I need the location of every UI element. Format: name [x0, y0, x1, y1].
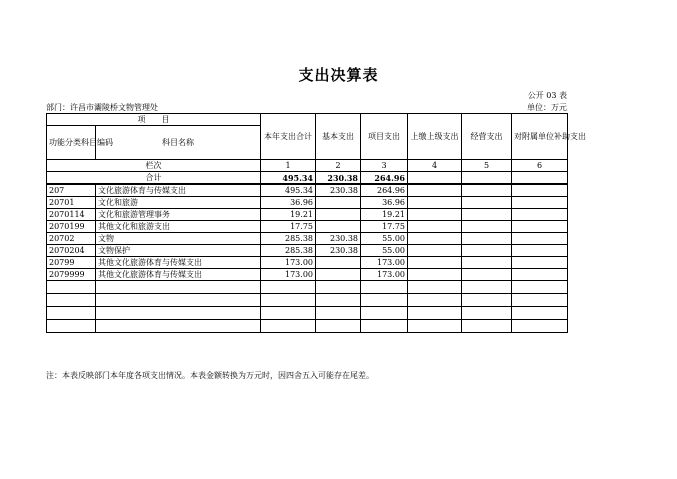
- value-cell: 55.00: [361, 245, 408, 257]
- code-cell: 20799: [47, 257, 96, 269]
- name-cell: 其他文化旅游体育与传媒支出: [96, 257, 261, 269]
- value-cell: [462, 209, 512, 221]
- value-cell: [408, 221, 462, 233]
- name-cell: 文物保护: [96, 245, 261, 257]
- index-cell: 2: [316, 160, 361, 172]
- value-cell: 19.21: [261, 209, 316, 221]
- table-row: [47, 245, 568, 257]
- empty-row: [47, 294, 568, 307]
- table-row: [47, 269, 568, 281]
- value-cell: 230.38: [316, 184, 361, 197]
- value-cell: [512, 209, 568, 221]
- value-cell: [316, 209, 361, 221]
- value-cell: 17.75: [261, 221, 316, 233]
- value-cell: [512, 197, 568, 209]
- value-cell: [316, 269, 361, 281]
- expenditure-table: [46, 113, 586, 333]
- value-cell: [408, 269, 462, 281]
- value-cell: 173.00: [361, 269, 408, 281]
- value-cell: [316, 197, 361, 209]
- table-row: [47, 197, 568, 209]
- index-cell: 1: [261, 160, 316, 172]
- value-cell: 173.00: [361, 257, 408, 269]
- report-title: 支出决算表: [298, 66, 379, 84]
- value-cell: [512, 245, 568, 257]
- code-cell: 20701: [47, 197, 96, 209]
- index-cell: 5: [462, 160, 512, 172]
- value-cell: 55.00: [361, 233, 408, 245]
- code-cell: 20702: [47, 233, 96, 245]
- header-upper: 上缴上级支出: [408, 114, 462, 160]
- value-cell: 17.75: [361, 221, 408, 233]
- name-cell: 文化旅游体育与传媒支出: [96, 184, 261, 197]
- header-basic: 基本支出: [316, 114, 361, 160]
- header-row-1: [47, 114, 568, 126]
- total-cell: 495.34: [261, 172, 316, 185]
- total-cell: [512, 172, 568, 185]
- index-cell: 3: [361, 160, 408, 172]
- index-cell: 6: [512, 160, 568, 172]
- value-cell: 495.34: [261, 184, 316, 197]
- table-row: [47, 233, 568, 245]
- form-number: 公开 03 表: [527, 91, 567, 100]
- value-cell: [462, 184, 512, 197]
- header-func-code: 功能分类科目编码: [47, 126, 96, 160]
- table-row: [47, 257, 568, 269]
- value-cell: [462, 257, 512, 269]
- header-project-exp: 项目支出: [361, 114, 408, 160]
- code-cell: 2070114: [47, 209, 96, 221]
- index-label: 栏次: [47, 160, 261, 172]
- value-cell: [408, 197, 462, 209]
- value-cell: 230.38: [316, 233, 361, 245]
- value-cell: [512, 233, 568, 245]
- value-cell: 36.96: [361, 197, 408, 209]
- code-cell: 2070199: [47, 221, 96, 233]
- code-cell: 207: [47, 184, 96, 197]
- header-operate: 经营支出: [462, 114, 512, 160]
- code-cell: 2070204: [47, 245, 96, 257]
- header-total: 本年支出合计: [261, 114, 316, 160]
- value-cell: [512, 269, 568, 281]
- header-project: 项 目: [47, 114, 261, 126]
- value-cell: 285.38: [261, 233, 316, 245]
- empty-row: [47, 320, 568, 333]
- value-cell: [316, 221, 361, 233]
- name-cell: 文物: [96, 233, 261, 245]
- total-cell: [462, 172, 512, 185]
- total-cell: [408, 172, 462, 185]
- value-cell: 19.21: [361, 209, 408, 221]
- value-cell: 264.96: [361, 184, 408, 197]
- value-cell: 285.38: [261, 245, 316, 257]
- unit-label: 单位：万元: [527, 103, 567, 112]
- table-row: [47, 184, 568, 197]
- table-row: [47, 209, 568, 221]
- value-cell: [408, 209, 462, 221]
- value-cell: 230.38: [316, 245, 361, 257]
- total-label: 合计: [47, 172, 261, 185]
- total-row: [47, 172, 568, 185]
- name-cell: 文化和旅游: [96, 197, 261, 209]
- code-cell: 2079999: [47, 269, 96, 281]
- value-cell: [462, 269, 512, 281]
- value-cell: [462, 197, 512, 209]
- header-subject-name: 科目名称: [96, 126, 261, 160]
- value-cell: [408, 245, 462, 257]
- value-cell: [408, 184, 462, 197]
- value-cell: [316, 257, 361, 269]
- value-cell: [462, 245, 512, 257]
- value-cell: [512, 221, 568, 233]
- empty-row: [47, 281, 568, 294]
- value-cell: 173.00: [261, 257, 316, 269]
- name-cell: 文化和旅游管理事务: [96, 209, 261, 221]
- name-cell: 其他文化旅游体育与传媒支出: [96, 269, 261, 281]
- value-cell: [462, 233, 512, 245]
- empty-row: [47, 307, 568, 320]
- value-cell: 173.00: [261, 269, 316, 281]
- value-cell: [462, 221, 512, 233]
- index-row: [47, 160, 568, 172]
- value-cell: 36.96: [261, 197, 316, 209]
- index-cell: 4: [408, 160, 462, 172]
- value-cell: [512, 184, 568, 197]
- footnote: 注：本表反映部门本年度各项支出情况。本表金额转换为万元时，因四舍五入可能存在尾差。: [46, 371, 374, 380]
- header-subsidy: 对附属单位补助支出: [512, 114, 568, 160]
- department-label: 部门：许昌市灞陵桥文物管理处: [46, 103, 158, 112]
- total-cell: 264.96: [361, 172, 408, 185]
- value-cell: [408, 257, 462, 269]
- total-cell: 230.38: [316, 172, 361, 185]
- table-row: [47, 221, 568, 233]
- value-cell: [512, 257, 568, 269]
- value-cell: [408, 233, 462, 245]
- name-cell: 其他文化和旅游支出: [96, 221, 261, 233]
